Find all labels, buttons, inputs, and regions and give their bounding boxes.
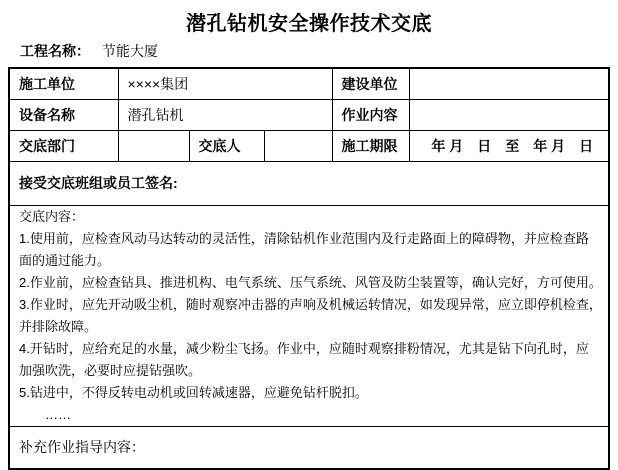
table-row (9, 426, 609, 469)
table-row (9, 161, 609, 205)
content-line: 4.开钻时，应给充足的水量，减少粉尘飞扬。作业中，应随时观察排粉情况，尤其是钻下向孔时，应 (19, 340, 589, 356)
disclosure-content-lines (19, 228, 606, 426)
content-line: 2.作业前，应检查钻具、推进机构、电气系统、压气系统、风管及防尘装置等，确认完好，方可使用。 (19, 274, 602, 290)
owner-unit-label: 建设单位 (332, 68, 409, 99)
content-line: 5.钻进中，不得反转电动机或回转减速器，应避免钻杆脱扣。 (19, 384, 368, 400)
disclosure-content-cell (9, 205, 609, 426)
content-line: 3.作业时，应先开动吸尘机，随时观察冲击器的声响及机械运转情况，如发现异常，应立即停机检查， (19, 296, 602, 312)
equipment-name-label: 设备名称 (9, 99, 118, 130)
project-name-line (20, 41, 158, 61)
supplement-section-label: 补充作业指导内容： (9, 426, 609, 469)
disclosure-department-value (118, 130, 189, 161)
construction-unit-value: ××××集团 (118, 68, 332, 99)
table-row (9, 68, 609, 99)
equipment-name-value: 潜孔钻机 (118, 99, 332, 130)
project-name-label: 工程名称： (20, 43, 90, 59)
disclosure-department-label: 交底部门 (9, 130, 118, 161)
content-line: 面的通过能力。 (19, 252, 111, 268)
table-row (9, 130, 609, 161)
content-line: 加强吹洗，必要时应提钻强吹。 (19, 362, 202, 378)
table-row (9, 205, 609, 426)
signature-section-label: 接受交底班组或员工签名: (9, 161, 609, 205)
owner-unit-value (409, 68, 609, 99)
construction-unit-label: 施工单位 (9, 68, 118, 99)
project-name-value: 节能大厦 (102, 43, 158, 59)
table-row (9, 99, 609, 130)
content-line: 并排除故障。 (19, 318, 98, 334)
construction-period-label: 施工期限 (332, 130, 409, 161)
work-content-label: 作业内容 (332, 99, 409, 130)
work-content-value (409, 99, 609, 130)
disclosure-form-table (8, 67, 610, 470)
construction-period-value: 年 月 日 至 年 月 日 (409, 130, 609, 161)
discloser-value (264, 130, 332, 161)
content-line: …… (19, 406, 72, 422)
content-line: 1.使用前，应检查风动马达转动的灵活性，清除钻机作业范围内及行走路面上的障碍物，并应检查路 (19, 230, 589, 246)
page-title: 潜孔钻机安全操作技术交底 (186, 13, 432, 35)
discloser-label: 交底人 (189, 130, 264, 161)
disclosure-content-header: 交底内容： (19, 208, 85, 224)
